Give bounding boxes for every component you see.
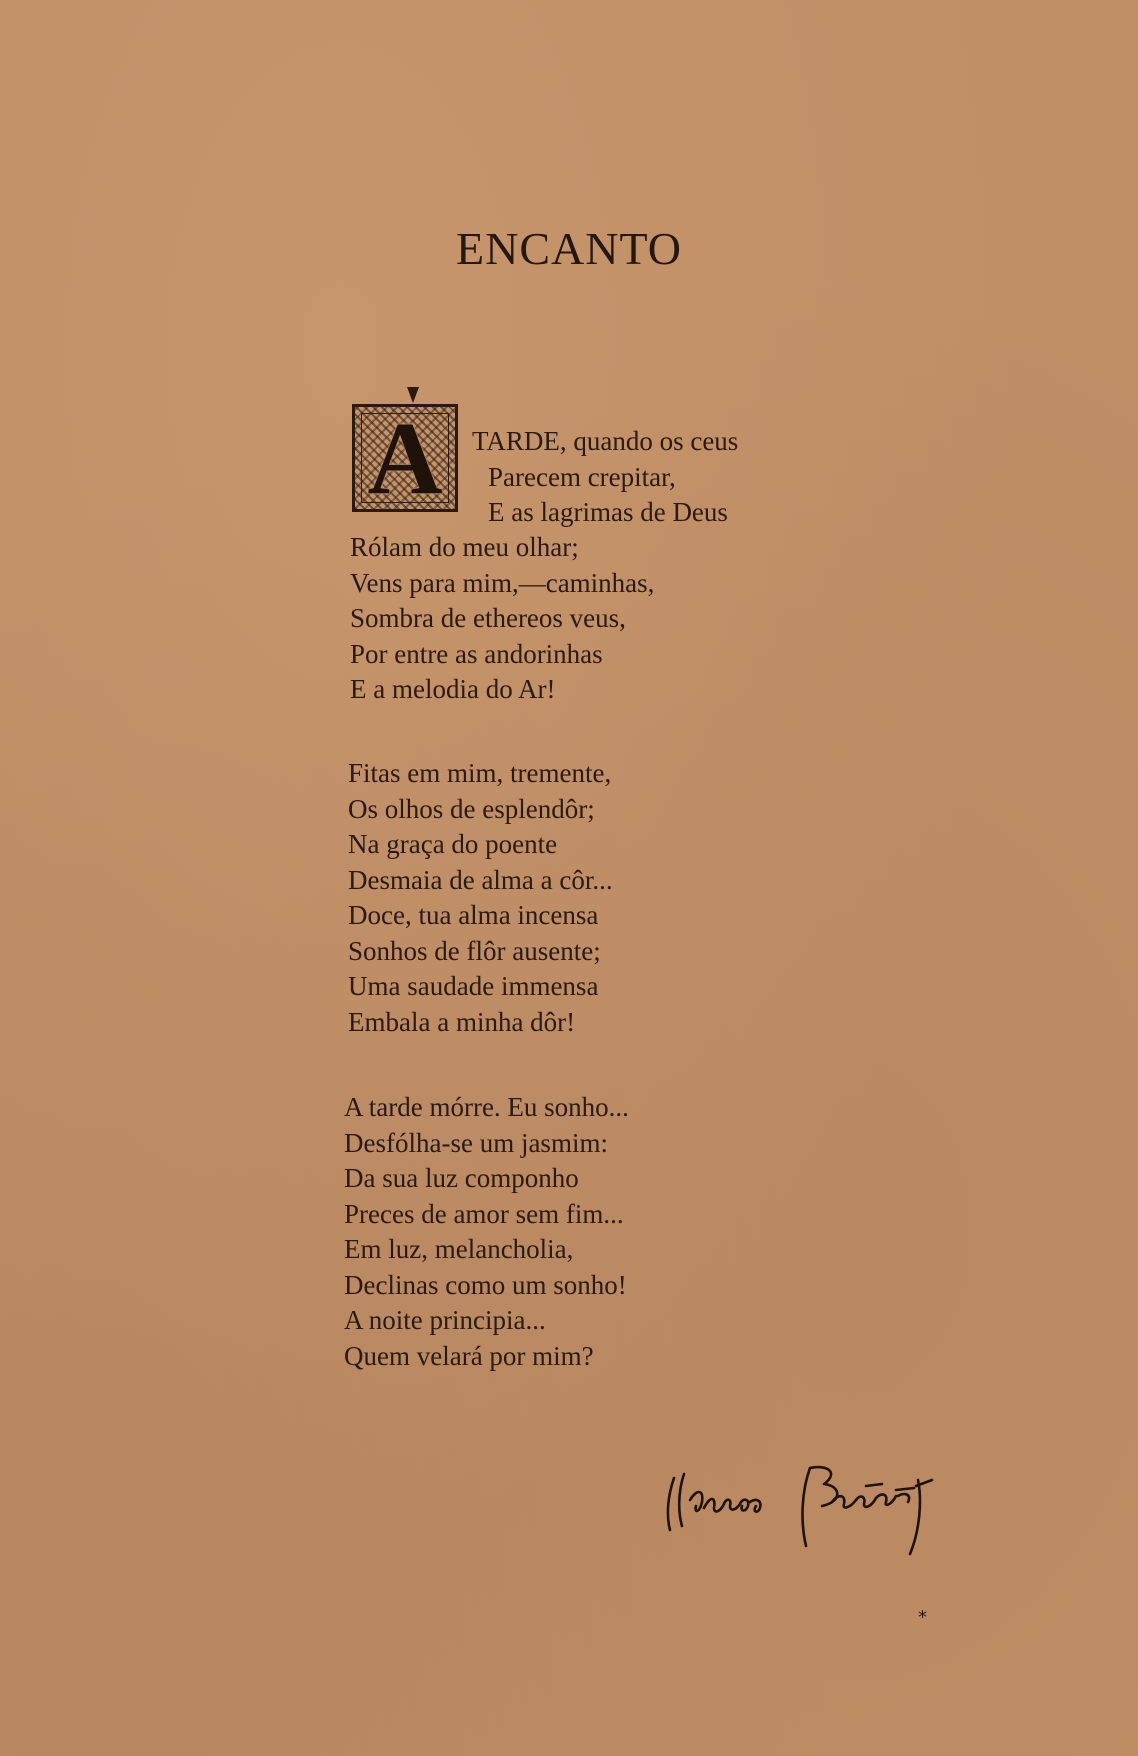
poem-line: Fitas em mim, tremente,	[348, 758, 612, 788]
poem-line: Por entre as andorinhas	[350, 638, 603, 669]
poem-line: Sonhos de flôr ausente;	[348, 935, 601, 966]
poem-line: Parecem crepitar,	[488, 461, 676, 492]
first-word-smallcaps: TARDE	[472, 426, 560, 456]
poem-title: ENCANTO	[456, 223, 682, 274]
stanza-2	[348, 756, 613, 1040]
poem-line: Os olhos de esplendôr;	[348, 793, 595, 824]
poem-line: Rólam do meu olhar;	[350, 532, 579, 562]
drop-cap-letter: A	[367, 401, 443, 516]
poem-line: Vens para mim,—caminhas,	[350, 567, 655, 598]
stanza-3	[344, 1090, 629, 1374]
poem-line: Doce, tua alma incensa	[348, 900, 599, 930]
poem-line: Desmaia de alma a côr...	[348, 864, 613, 895]
poem-line: Preces de amor sem fim...	[344, 1198, 624, 1229]
poem-line: Uma saudade immensa	[348, 971, 599, 1001]
poem-line: Em luz, melancholia,	[344, 1234, 574, 1264]
poem-line	[472, 424, 738, 460]
stanza-1-indented	[472, 424, 738, 531]
drop-cap-ornament	[352, 401, 458, 516]
poem-line: Na graça do poente	[348, 829, 558, 859]
poem-line: A tarde mórre. Eu sonho...	[344, 1092, 629, 1122]
poem-line: Quem velará por mim?	[344, 1340, 594, 1371]
poem-line: Declinas como um sonho!	[344, 1269, 627, 1300]
poem-line: E as lagrimas de Deus	[488, 497, 728, 527]
poem-line: Embala a minha dôr!	[348, 1006, 576, 1037]
poem-line: Sombra de ethereos veus,	[350, 603, 626, 633]
poem-line: Da sua luz componho	[344, 1163, 579, 1193]
poem-line: A noite principia...	[344, 1305, 546, 1335]
first-line-rest: , quando os ceus	[559, 426, 739, 456]
poem-line: E a melodia do Ar!	[350, 674, 556, 704]
handwritten-signature	[660, 1450, 1000, 1560]
poem-line: Desfólha-se um jasmim:	[344, 1127, 608, 1158]
footer-asterisk: *	[918, 1607, 927, 1628]
stanza-1	[350, 530, 654, 708]
